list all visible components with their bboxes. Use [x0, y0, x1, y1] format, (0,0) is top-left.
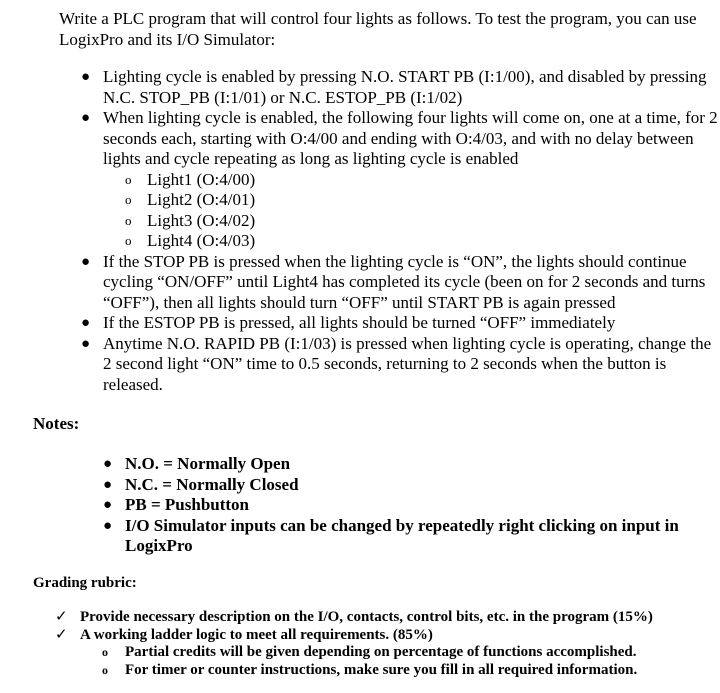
bullet-icon: ●: [103, 456, 113, 472]
rubric-sublist: [55, 644, 715, 679]
rubric-text: Provide necessary description on the I/O, contacts, control bits, etc. in the program (15%): [80, 609, 653, 625]
bullet-icon: ●: [81, 335, 91, 352]
light-item: [103, 170, 719, 191]
rubric-text: A working ladder logic to meet all requirements. (85%): [80, 626, 433, 643]
note-item: [103, 495, 713, 516]
requirements-list: [59, 67, 719, 395]
light-label: Light2 (O:4/01): [147, 190, 256, 209]
note-text: N.O. = Normally Open: [125, 454, 291, 473]
note-item: [103, 454, 713, 475]
note-text: PB = Pushbutton: [125, 495, 250, 514]
circle-bullet-icon: o: [102, 645, 108, 659]
bullet-icon: ●: [103, 476, 113, 493]
notes-list: [103, 454, 713, 557]
requirement-item: [59, 313, 719, 334]
bullet-icon: ●: [81, 110, 91, 126]
circle-bullet-icon: o: [125, 212, 132, 228]
bullet-icon: ●: [81, 253, 91, 270]
lights-sublist: [103, 170, 719, 252]
requirement-item: [59, 252, 719, 314]
requirement-item: [59, 67, 719, 108]
light-label: Light4 (O:4/03): [147, 231, 256, 250]
rubric-subitem: [55, 662, 715, 680]
light-label: Light1 (O:4/00): [147, 169, 256, 189]
bullet-icon: ●: [103, 497, 113, 513]
requirement-item: [59, 334, 719, 396]
circle-bullet-icon: o: [125, 192, 132, 207]
light-item: [103, 231, 719, 252]
light-item: [103, 190, 719, 211]
notes-heading: Notes:: [33, 414, 80, 433]
rubric-heading: Grading rubric:: [33, 575, 137, 591]
rubric-subtext: For timer or counter instructions, make sure you fill in all required information.: [125, 661, 638, 678]
rubric-item: [55, 627, 715, 645]
circle-bullet-icon: o: [125, 233, 132, 248]
requirement-text: Anytime N.O. RAPID PB (I:1/03) is pressed when lighting cycle is operating, change the 2 second light “ON” time to 0.5 seconds, returning to 2 seconds when the button is released.: [103, 333, 712, 394]
intro-paragraph: Write a PLC program that will control four lights as follows. To test the program, you can use LogixPro and its I/O Simulator:: [59, 9, 697, 49]
requirement-item: [59, 108, 719, 252]
note-text: I/O Simulator inputs can be changed by repeatedly right clicking on input in LogixPro: [125, 515, 679, 555]
light-item: [103, 211, 719, 232]
rubric-list: [55, 609, 715, 644]
requirement-text: When lighting cycle is enabled, the following four lights will come on, one at a time, for 2 seconds each, starting with O:4/00 and ending with O:4/03, and with no delay between lights and cycle repeating as long as lighting cycle is enabled: [103, 108, 718, 168]
rubric-subtext: Partial credits will be given depending on percentage of functions accomplished.: [125, 644, 637, 660]
checkmark-icon: ✓: [55, 626, 68, 643]
requirement-text: Lighting cycle is enabled by pressing N.O. START PB (I:1/00), and disabled by pressing N.C. STOP_PB (I:1/01) or N.C. ESTOP_PB (I:1/02): [103, 67, 707, 107]
circle-bullet-icon: o: [102, 662, 108, 677]
bullet-icon: ●: [103, 517, 113, 534]
bullet-icon: ●: [81, 69, 91, 85]
circle-bullet-icon: o: [125, 171, 132, 187]
rubric-subitem: [55, 644, 715, 662]
note-text: N.C. = Normally Closed: [125, 474, 299, 494]
note-item: [103, 516, 713, 557]
light-label: Light3 (O:4/02): [147, 210, 256, 230]
bullet-icon: ●: [81, 315, 91, 331]
checkmark-icon: ✓: [55, 609, 68, 625]
note-item: [103, 475, 713, 496]
requirement-text: If the STOP PB is pressed when the lighting cycle is “ON”, the lights should continue cycling “ON/OFF” until Light4 has completed its cycle (been on for 2 seconds and turns “OFF”), then all lights should turn “OFF” until START PB is again pressed: [103, 251, 706, 312]
rubric-item: [55, 609, 715, 627]
requirement-text: If the ESTOP PB is pressed, all lights should be turned “OFF” immediately: [103, 313, 616, 332]
